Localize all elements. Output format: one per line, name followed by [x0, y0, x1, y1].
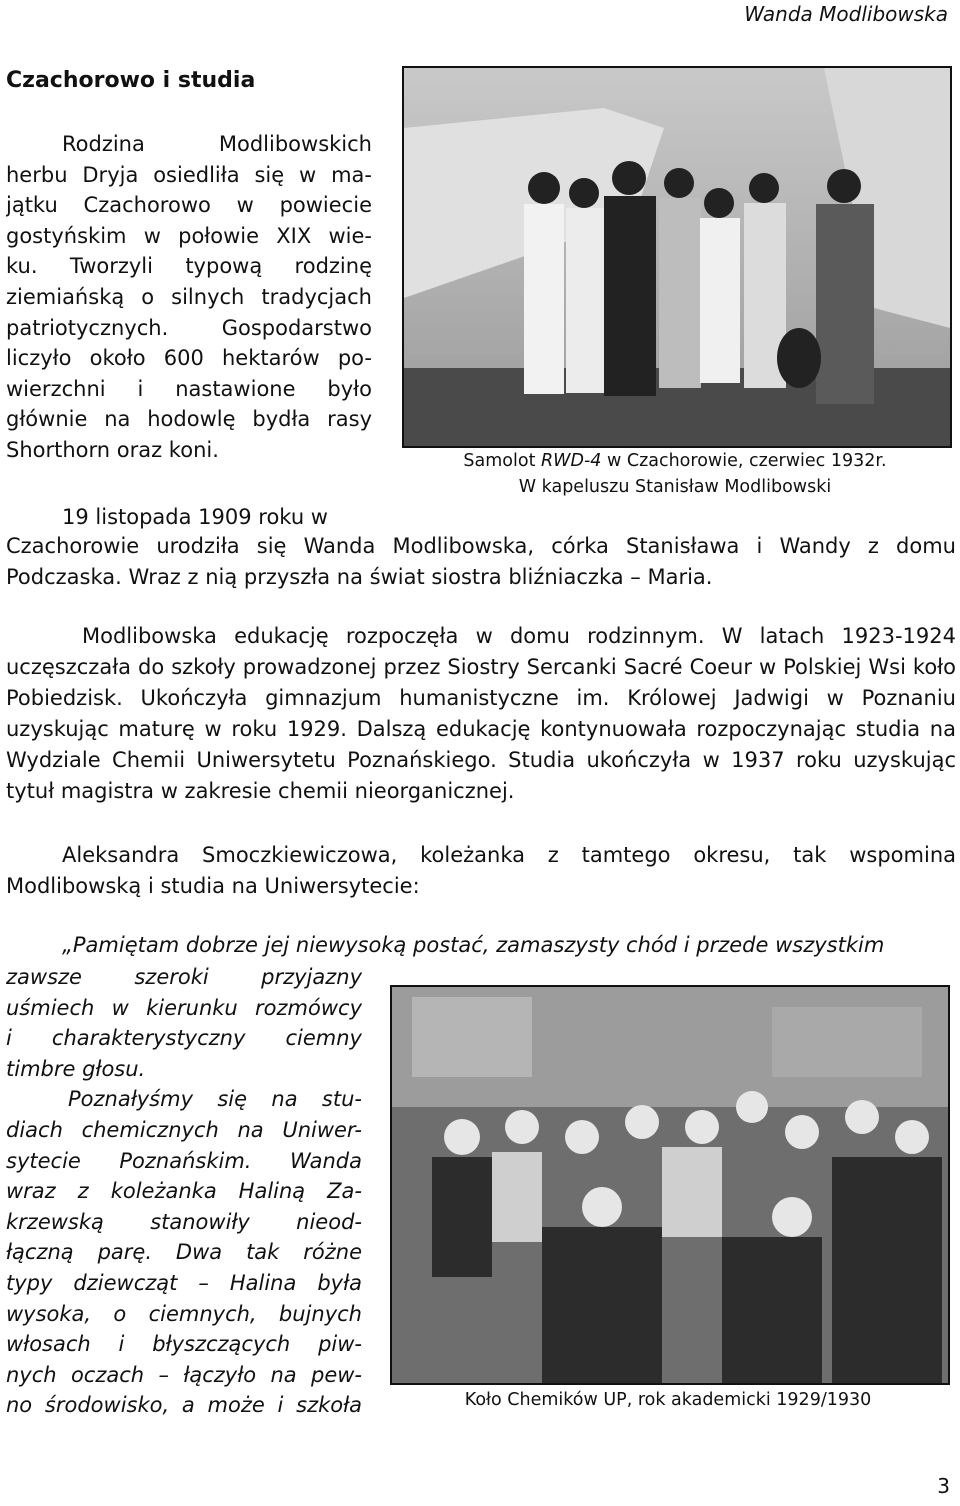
- quote-line: zawsze szeroki przyjazny: [6, 965, 362, 989]
- quote-line: timbre głosu.: [6, 1056, 146, 1081]
- quote-line: wraz z koleżanka Haliną Za-: [6, 1179, 362, 1204]
- running-header: Wanda Modlibowska: [744, 2, 948, 26]
- quote-line: typy dziewcząt – Halina była: [6, 1270, 362, 1295]
- intro-line: ku. Tworzyli typową rodzinę: [6, 254, 372, 279]
- quote-line: krzewską stanowiły nieod-: [6, 1209, 362, 1234]
- airplane-photo-caption-line2: W kapeluszu Stanisław Modlibowski: [518, 477, 832, 497]
- intro-paragraph: [6, 129, 372, 466]
- intro-line: wierzchni i nastawione było: [6, 376, 372, 401]
- chemistry-club-caption: Koło Chemików UP, rok akademicki 1929/1930: [464, 1390, 872, 1410]
- intro-line: Shorthorn oraz koni.: [6, 437, 219, 462]
- caption-text: Samolot: [463, 451, 542, 471]
- intro-line: głównie na hodowlę bydła rasy: [6, 407, 372, 432]
- quote-column: [6, 962, 362, 1421]
- quote-line: Poznałyśmy się na stu-: [68, 1087, 362, 1112]
- page-number: 3: [937, 1474, 950, 1498]
- quote-line: włosach i błyszczących piw-: [6, 1332, 362, 1357]
- recollection-intro: Aleksandra Smoczkiewiczowa, koleżanka z tamtego okresu, tak wspomina Modlibowską i studia na Uniwersytecie:: [6, 843, 956, 898]
- caption-text: w Czachorowie, czerwiec 1932r.: [601, 451, 887, 471]
- intro-line: liczyło około 600 hektarów po-: [6, 346, 372, 371]
- quote-line: łączną parę. Dwa tak różne: [6, 1240, 362, 1265]
- intro-line: ziemiańską o silnych tradycjach: [6, 284, 372, 309]
- intro-line: jątku Czachorowo w powiecie: [6, 193, 372, 218]
- intro-line: gostyńskim w połowie XIX wie-: [6, 223, 372, 248]
- airplane-photo-illustration: [404, 68, 950, 446]
- chemistry-club-photo: [390, 985, 950, 1385]
- airplane-group-photo: [402, 66, 952, 448]
- section-title: Czachorowo i studia: [6, 68, 256, 93]
- birth-paragraph: Czachorowie urodziła się Wanda Modlibowska, córka Stanisława i Wandy z domu Podczaska. Wraz z nią przyszła na świat siostra bliźniaczka – Maria.: [6, 534, 956, 589]
- quote-line: uśmiech w kierunku rozmówcy: [6, 995, 362, 1020]
- chemistry-club-photo-illustration: [392, 987, 948, 1383]
- quote-line: diach chemicznych na Uniwer-: [6, 1117, 362, 1142]
- intro-line: patriotycznych. Gospodarstwo: [6, 315, 372, 340]
- intro-line: Rodzina Modlibowskich: [62, 132, 372, 156]
- birth-paragraph-start: 19 listopada 1909 roku w: [62, 505, 328, 529]
- quote-line: no środowisko, a może i szkoła: [6, 1393, 362, 1418]
- education-paragraph: Modlibowska edukację rozpoczęła w domu rodzinnym. W latach 1923-1924 uczęszczała do szkoły prowadzonej przez Siostry Sercanki Sacré Coeur w Polskiej Wsi koło Pobiedzisk. Ukończyła gimnazjum humanistyczne im. Królowej Jadwigi w Poznaniu uzyskując maturę w roku 1929. Dalszą edukację kontynuowała rozpoczynając studia na Wydziale Chemii Uniwersytetu Poznańskiego. Studia ukończyła w 1937 roku uzyskując tytuł magistra w zakresie chemii nieorganicznej.: [6, 624, 956, 803]
- quote-line: i charakterystyczny ciemny: [6, 1026, 362, 1051]
- quote-line: nych oczach – łączyło na pew-: [6, 1362, 362, 1387]
- airplane-photo-caption: [402, 451, 948, 471]
- quote-line: wysoka, o ciemnych, bujnych: [6, 1301, 362, 1326]
- quote-first-line: „Pamiętam dobrze jej niewysoką postać, zamaszysty chód i przede wszystkim: [62, 933, 885, 957]
- intro-line: herbu Dryja osiedliła się w ma-: [6, 162, 372, 187]
- aircraft-name: RWD-4: [541, 451, 602, 471]
- quote-line: sytecie Poznańskim. Wanda: [6, 1148, 362, 1173]
